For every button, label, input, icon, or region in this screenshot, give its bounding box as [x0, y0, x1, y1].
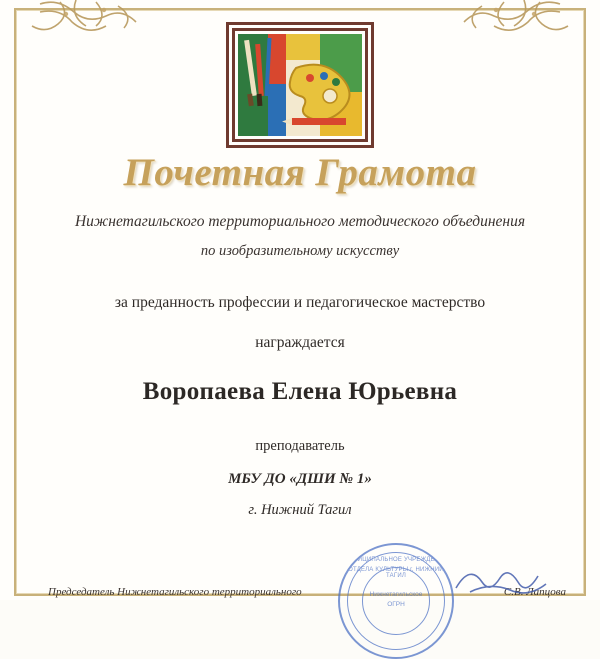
recipient-name: Воропаева Елена Юрьевна — [142, 378, 458, 405]
stamp-center-line-2: ОГРН — [387, 601, 405, 608]
stamp-center-line-1: Нижнетагильское — [369, 591, 423, 598]
awarded-label: награждается — [255, 334, 345, 351]
merit-text: за преданность профессии и педагогическое мастерство — [114, 294, 486, 311]
page-title: Почетная Грамота — [123, 151, 477, 194]
recipient-city: г. Нижний Тагил — [248, 502, 352, 518]
signature-left-text: Председатель Нижнетагильского территориального — [48, 586, 302, 598]
subtitle-line-2: по изобразительному искусству — [200, 243, 400, 259]
stamp-top-text: МУНИЦИПАЛЬНОЕ УЧРЕЖДЕНИЕ — [343, 557, 449, 563]
art-palette-emblem — [226, 22, 374, 148]
emblem-artwork — [238, 34, 362, 136]
signature-right-name: С.В. Лапцова — [503, 586, 566, 598]
stamp-mid-text: ОТДЕЛА КУЛЬТУРЫ г. НИЖНИЙ ТАГИЛ — [348, 567, 444, 579]
recipient-role: преподаватель — [255, 438, 345, 454]
official-stamp — [338, 543, 454, 659]
recipient-organization: МБУ ДО «ДШИ № 1» — [228, 471, 372, 487]
certificate-content — [0, 150, 600, 519]
subtitle-line-1: Нижнетагильского территориального методического объединения — [74, 213, 526, 230]
signature-row — [48, 586, 566, 598]
